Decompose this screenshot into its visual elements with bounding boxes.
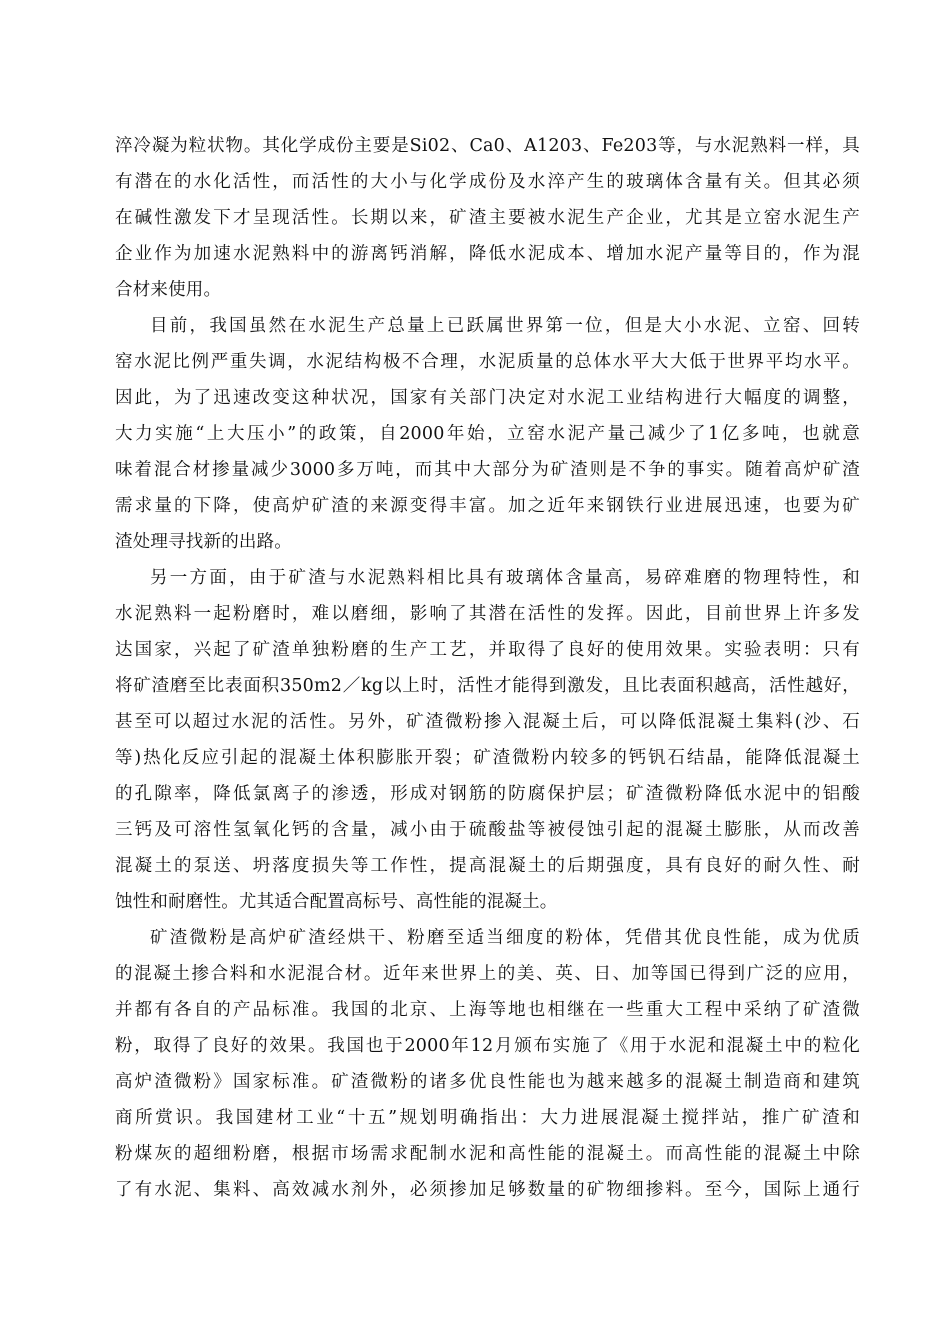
paragraph-line: 了有水泥、集料、高效减水剂外，必须掺加足够数量的矿物细掺料。至今，国际上通行 xyxy=(115,1180,860,1200)
paragraph-line: 需求量的下降，使高炉矿渣的来源变得丰富。加之近年来钢铁行业进展迅速，也要为矿 xyxy=(115,496,860,516)
paragraph-line: 将矿渣磨至比表面积350m2／kg以上时，活性才能得到激发，且比表面积越高，活性越好， xyxy=(115,676,860,696)
paragraph-line: 渣处理寻找新的出路。 xyxy=(115,532,292,552)
paragraph-line: 的孔隙率，降低氯离子的渗透，形成对钢筋的防腐保护层；矿渣微粉降低水泥中的铝酸 xyxy=(115,784,860,804)
paragraph-line: 高炉渣微粉》国家标准。矿渣微粉的诸多优良性能也为越来越多的混凝土制造商和建筑 xyxy=(115,1072,860,1092)
paragraph-line: 淬冷凝为粒状物。其化学成份主要是Si02、Ca0、A1203、Fe203等，与水泥熟料一样，具 xyxy=(115,136,860,156)
paragraph-line: 水泥熟料一起粉磨时，难以磨细，影响了其潜在活性的发挥。因此，目前世界上许多发 xyxy=(115,604,860,624)
paragraph-line: 蚀性和耐磨性。尤其适合配置高标号、高性能的混凝土。 xyxy=(115,892,558,912)
paragraph-line: 粉煤灰的超细粉磨，根据市场需求配制水泥和高性能的混凝土。而高性能的混凝土中除 xyxy=(115,1144,860,1164)
paragraph-line: 矿渣微粉是高炉矿渣经烘干、粉磨至适当细度的粉体，凭借其优良性能，成为优质 xyxy=(150,928,860,948)
paragraph-line: 因此，为了迅速改变这种状况，国家有关部门决定对水泥工业结构进行大幅度的调整， xyxy=(115,388,860,408)
paragraph-line: 企业作为加速水泥熟料中的游离钙消解，降低水泥成本、增加水泥产量等目的，作为混 xyxy=(115,244,860,264)
paragraph-line: 并都有各自的产品标准。我国的北京、上海等地也相继在一些重大工程中采纳了矿渣微 xyxy=(115,1000,860,1020)
paragraph-line: 混凝土的泵送、坍落度损失等工作性，提高混凝土的后期强度，具有良好的耐久性、耐 xyxy=(115,856,860,876)
paragraph-line: 合材来使用。 xyxy=(115,280,222,300)
paragraph-line: 另一方面，由于矿渣与水泥熟料相比具有玻璃体含量高，易碎难磨的物理特性，和 xyxy=(150,568,860,588)
paragraph-line: 粉，取得了良好的效果。我国也于2000年12月颁布实施了《用于水泥和混凝土中的粒化 xyxy=(115,1036,860,1056)
paragraph-line: 甚至可以超过水泥的活性。另外，矿渣微粉掺入混凝土后，可以降低混凝土集料(沙、石 xyxy=(115,712,860,732)
paragraph-line: 在碱性激发下才呈现活性。长期以来，矿渣主要被水泥生产企业，尤其是立窑水泥生产 xyxy=(115,208,860,228)
paragraph-line: 窑水泥比例严重失调，水泥结构极不合理，水泥质量的总体水平大大低于世界平均水平。 xyxy=(115,352,860,372)
paragraph-line: 味着混合材掺量减少3000多万吨，而其中大部分为矿渣则是不争的事实。随着高炉矿渣 xyxy=(115,460,860,480)
paragraph-line: 大力实施“上大压小”的政策，自2000年始，立窑水泥产量己减少了1亿多吨，也就意 xyxy=(115,424,860,444)
paragraph-line: 目前，我国虽然在水泥生产总量上已跃属世界第一位，但是大小水泥、立窑、回转 xyxy=(150,316,860,336)
paragraph-line: 达国家，兴起了矿渣单独粉磨的生产工艺，并取得了良好的使用效果。实验表明：只有 xyxy=(115,640,860,660)
paragraph-line: 等)热化反应引起的混凝土体积膨胀开裂；矿渣微粉内较多的钙钒石结晶，能降低混凝土 xyxy=(115,748,860,768)
paragraph-line: 的混凝土掺合料和水泥混合材。近年来世界上的美、英、日、加等国已得到广泛的应用， xyxy=(115,964,860,984)
paragraph-line: 商所赏识。我国建材工业“十五”规划明确指出：大力进展混凝土搅拌站，推广矿渣和 xyxy=(115,1108,860,1128)
paragraph-line: 有潜在的水化活性，而活性的大小与化学成份及水淬产生的玻璃体含量有关。但其必须 xyxy=(115,172,860,192)
paragraph-line: 三钙及可溶性氢氧化钙的含量，减小由于硫酸盐等被侵蚀引起的混凝土膨胀，从而改善 xyxy=(115,820,860,840)
